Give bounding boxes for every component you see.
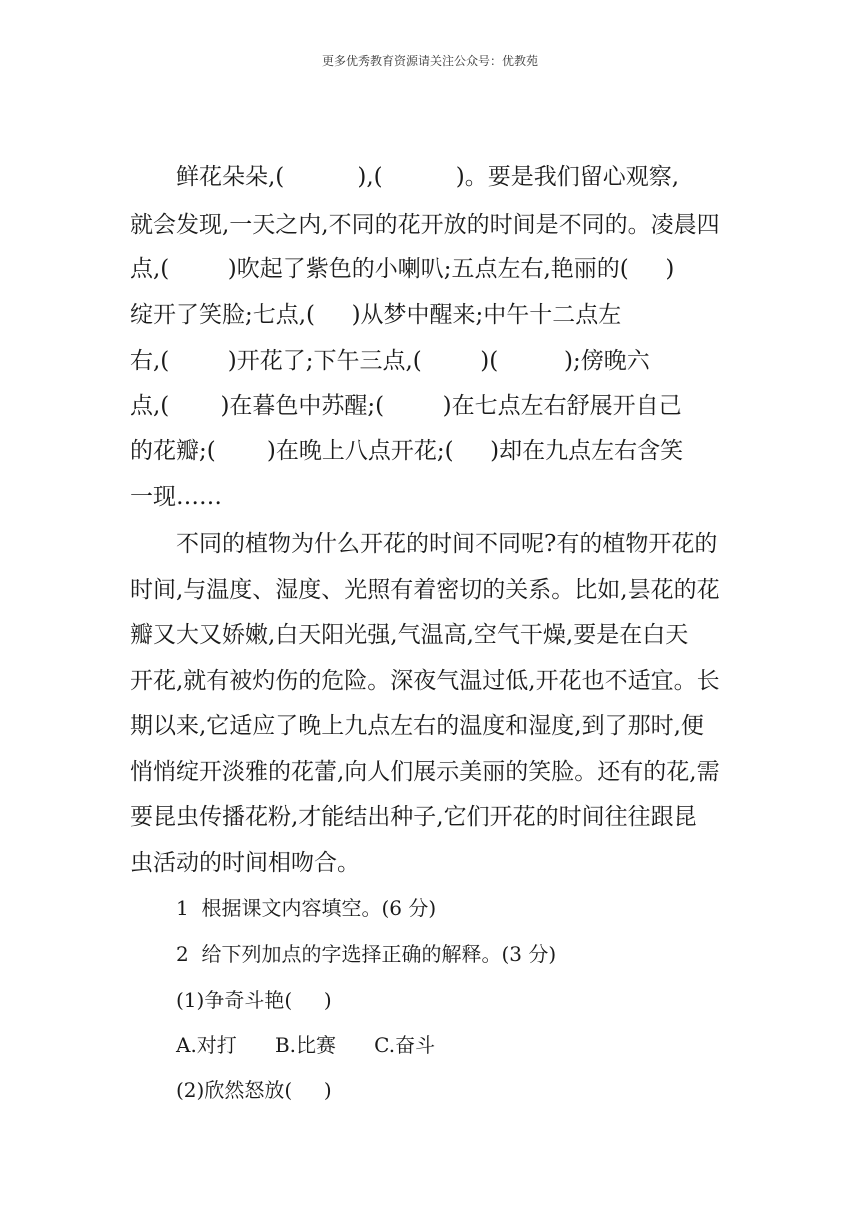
para1-line-6: 点,( )在暮色中苏醒;( )在七点左右舒展开自己	[130, 393, 682, 419]
para2-line-5: 期以来,它适应了晚上九点左右的温度和湿度,到了那时,便	[130, 713, 704, 739]
para1-line-5: 右,( )开花了;下午三点,( )( );傍晚六	[130, 348, 650, 374]
question-2: 2 给下列加点的字选择正确的解释。(3 分)	[176, 942, 557, 966]
question-1: 1 根据课文内容填空。(6 分)	[176, 896, 437, 920]
para1-line-7: 的花瓣;( )在晚上八点开花;( )却在九点左右含笑	[130, 438, 684, 464]
para2-line-6: 悄悄绽开淡雅的花蕾,向人们展示美丽的笑脸。还有的花,需	[130, 759, 720, 785]
para2-line-3: 瓣又大又娇嫩,白天阳光强,气温高,空气干燥,要是在白天	[130, 622, 689, 648]
question-2-1: (1)争奇斗艳( )	[176, 988, 332, 1012]
para1-line-1: 鲜花朵朵,( ),( )。要是我们留心观察,	[176, 164, 680, 190]
para1-line-4: 绽开了笑脸;七点,( )从梦中醒来;中午十二点左	[130, 302, 622, 328]
para2-line-1: 不同的植物为什么开花的时间不同呢?有的植物开花的	[176, 531, 718, 557]
question-2-1-options: A.对打 B.比赛 C.奋斗	[176, 1033, 436, 1057]
para2-line-4: 开花,就有被灼伤的危险。深夜气温过低,开花也不适宜。长	[130, 668, 720, 694]
question-2-2: (2)欣然怒放( )	[176, 1078, 332, 1102]
page-header: 更多优秀教育资源请关注公众号：优教苑	[321, 54, 538, 68]
para1-line-3: 点,( )吹起了紫色的小喇叭;五点左右,艳丽的( )	[130, 256, 675, 282]
para1-line-2: 就会发现,一天之内,不同的花开放的时间是不同的。凌晨四	[130, 212, 720, 238]
para1-line-8: 一现……	[130, 484, 222, 510]
para2-line-8: 虫活动的时间相吻合。	[130, 850, 360, 876]
para2-line-2: 时间,与温度、湿度、光照有着密切的关系。比如,昙花的花	[130, 577, 720, 603]
para2-line-7: 要昆虫传播花粉,才能结出种子,它们开花的时间往往跟昆	[130, 804, 697, 830]
